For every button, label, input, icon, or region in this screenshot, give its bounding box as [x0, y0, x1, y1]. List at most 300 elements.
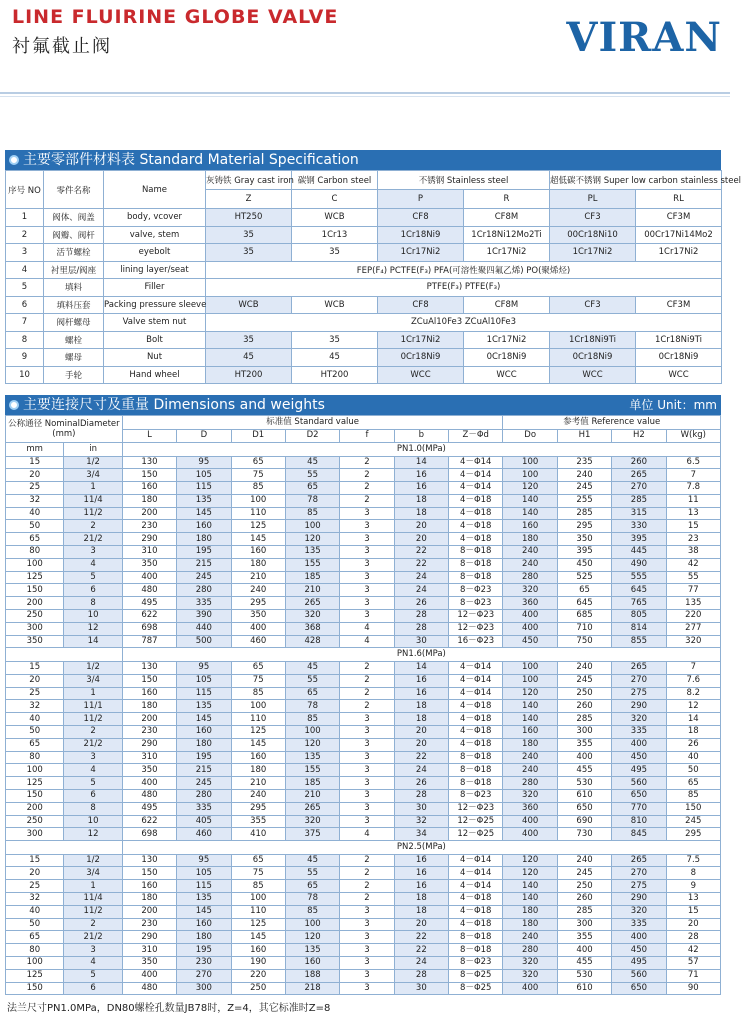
table-cell: 280	[503, 944, 557, 957]
table-cell: 180	[177, 738, 231, 751]
table-cell: 4－Φ14	[449, 880, 503, 893]
table-cell: 11/2	[64, 905, 122, 918]
table-cell: 4	[64, 558, 122, 571]
table-cell: 310	[122, 546, 176, 559]
table-cell: 11/4	[64, 494, 122, 507]
table-cell: 00Cr18Ni10	[550, 226, 636, 244]
table-row	[6, 982, 721, 995]
table-cell: 400	[557, 751, 611, 764]
table-row	[6, 905, 721, 918]
table-cell: 645	[612, 584, 666, 597]
table-cell: 390	[177, 610, 231, 623]
table-cell: 8.2	[666, 687, 720, 700]
table-cell: 645	[557, 597, 611, 610]
header-standard: 标准值 Standard value	[122, 416, 503, 430]
dims-section-header	[5, 395, 721, 415]
material-code: Z	[206, 190, 292, 209]
table-cell: 65	[231, 456, 285, 469]
table-cell: 30	[394, 802, 448, 815]
circle-icon	[9, 400, 19, 410]
table-cell: 100	[285, 520, 339, 533]
table-cell: 77	[666, 584, 720, 597]
table-cell: 4－Φ14	[449, 674, 503, 687]
table-row	[6, 584, 721, 597]
table-row	[6, 969, 721, 982]
header-no: 序号 NO	[6, 171, 44, 209]
table-cell: 4－Φ14	[449, 687, 503, 700]
table-cell: 3	[340, 789, 394, 802]
table-cell: 335	[612, 725, 666, 738]
table-cell: 11/2	[64, 507, 122, 520]
table-cell: 140	[503, 893, 557, 906]
table-cell: 12	[64, 828, 122, 841]
table-row	[6, 918, 721, 931]
table-cell: 120	[503, 482, 557, 495]
table-cell: 2	[340, 469, 394, 482]
dimensions-table	[5, 415, 721, 995]
table-cell: 180	[231, 764, 285, 777]
table-cell: 18	[394, 713, 448, 726]
table-cell: 300	[6, 622, 64, 635]
table-cell: Packing pressure sleeve	[104, 296, 206, 314]
table-cell: 215	[177, 764, 231, 777]
table-cell: 130	[122, 661, 176, 674]
table-cell: 16－Φ23	[449, 635, 503, 648]
table-cell: 320	[612, 713, 666, 726]
title-cn: 衬氟截止阀	[12, 36, 112, 57]
table-cell: 阀体、阀盖	[44, 209, 104, 227]
table-cell: 300	[557, 918, 611, 931]
table-cell: 50	[6, 520, 64, 533]
table-cell: CF3	[550, 209, 636, 227]
table-cell: 310	[122, 944, 176, 957]
table-cell: 16	[394, 687, 448, 700]
table-cell: 4	[340, 622, 394, 635]
table-cell: CF3	[550, 296, 636, 314]
table-cell: 3	[340, 546, 394, 559]
table-cell: 0Cr18Ni9	[636, 349, 722, 367]
table-cell: 14	[394, 661, 448, 674]
table-cell: 1Cr18Ni9Ti	[550, 331, 636, 349]
table-cell: 240	[503, 558, 557, 571]
table-cell: 1/2	[64, 661, 122, 674]
table-cell: 250	[557, 880, 611, 893]
table-cell: 230	[122, 725, 176, 738]
table-cell: 16	[394, 482, 448, 495]
table-cell: 32	[6, 700, 64, 713]
table-row	[6, 209, 722, 227]
table-row	[6, 789, 721, 802]
table-cell: 495	[122, 802, 176, 815]
table-cell: 55	[285, 674, 339, 687]
table-cell: 295	[231, 597, 285, 610]
title-en: LINE FLUIRINE GLOBE VALVE	[12, 6, 339, 28]
table-cell: 350	[231, 610, 285, 623]
table-cell: 320	[612, 905, 666, 918]
table-cell: 18	[394, 700, 448, 713]
table-cell: 188	[285, 969, 339, 982]
table-cell: PTFE(F₃) PTFE(F₃)	[206, 279, 722, 297]
table-cell: 80	[6, 546, 64, 559]
divider	[0, 92, 730, 94]
table-cell: 12－Φ25	[449, 828, 503, 841]
table-cell: 95	[177, 854, 231, 867]
table-cell: 8－Φ23	[449, 597, 503, 610]
table-cell: 240	[557, 469, 611, 482]
table-row	[6, 226, 722, 244]
table-row	[6, 725, 721, 738]
column-header: f	[340, 429, 394, 443]
table-cell: 245	[557, 674, 611, 687]
table-cell: 140	[503, 880, 557, 893]
table-cell: 2	[340, 661, 394, 674]
table-cell: 8	[64, 802, 122, 815]
table-cell: 120	[285, 931, 339, 944]
table-cell: 2	[340, 867, 394, 880]
table-cell: 2	[64, 520, 122, 533]
table-cell: 24	[394, 571, 448, 584]
table-cell: 300	[6, 828, 64, 841]
material-code: C	[292, 190, 378, 209]
table-cell: 350	[122, 558, 176, 571]
table-cell: 710	[557, 622, 611, 635]
table-cell: 115	[177, 687, 231, 700]
table-cell: 3	[340, 713, 394, 726]
table-cell: 8－Φ18	[449, 571, 503, 584]
table-cell: 265	[612, 661, 666, 674]
table-cell: 5	[64, 571, 122, 584]
table-cell: 400	[122, 777, 176, 790]
column-header: H1	[557, 429, 611, 443]
table-cell: 4－Φ18	[449, 918, 503, 931]
table-cell: 480	[122, 584, 176, 597]
table-cell: 810	[612, 815, 666, 828]
table-cell: 120	[503, 867, 557, 880]
table-cell: 3/4	[64, 469, 122, 482]
table-cell: WCC	[636, 366, 722, 384]
table-cell: 622	[122, 815, 176, 828]
table-cell: 290	[122, 738, 176, 751]
table-cell: CF8	[378, 296, 464, 314]
table-cell: 12－Φ25	[449, 815, 503, 828]
table-cell: 3	[340, 571, 394, 584]
table-cell: 4－Φ18	[449, 725, 503, 738]
table-row	[6, 482, 721, 495]
table-cell: 195	[177, 751, 231, 764]
table-cell: 805	[612, 610, 666, 623]
table-cell: 4	[340, 828, 394, 841]
table-cell: CF3M	[636, 296, 722, 314]
table-cell: 560	[612, 969, 666, 982]
material-code: P	[378, 190, 464, 209]
column-header: D	[177, 429, 231, 443]
table-cell: 4－Φ18	[449, 533, 503, 546]
table-cell: 450	[612, 751, 666, 764]
table-cell: 270	[612, 482, 666, 495]
table-cell: 100	[231, 494, 285, 507]
table-cell: 480	[122, 982, 176, 995]
table-cell: CF8M	[464, 209, 550, 227]
group-row	[6, 841, 721, 855]
table-cell: 230	[177, 956, 231, 969]
table-cell: 145	[177, 507, 231, 520]
table-row	[6, 533, 721, 546]
table-cell: 11/1	[64, 700, 122, 713]
table-cell: 10	[6, 366, 44, 384]
table-cell: 195	[177, 546, 231, 559]
table-cell: 25	[6, 880, 64, 893]
table-cell: 衬里层/阀座	[44, 261, 104, 279]
header-low-carbon: 超低碳不锈钢 Super low carbon stainless steel	[550, 171, 722, 190]
table-cell: 260	[612, 456, 666, 469]
table-cell: 265	[285, 802, 339, 815]
table-cell: 160	[177, 725, 231, 738]
table-cell: 7.8	[666, 482, 720, 495]
unit-header: mm	[6, 443, 64, 457]
table-cell: 495	[122, 597, 176, 610]
table-cell: 4－Φ14	[449, 854, 503, 867]
table-cell: 24	[394, 584, 448, 597]
table-cell: 240	[503, 751, 557, 764]
table-cell: 78	[285, 700, 339, 713]
table-cell: 6.5	[666, 456, 720, 469]
table-cell: 3	[340, 520, 394, 533]
table-cell: 22	[394, 751, 448, 764]
table-cell: 4	[340, 635, 394, 648]
table-cell: WCC	[550, 366, 636, 384]
table-cell: 650	[612, 789, 666, 802]
table-cell: 7	[6, 314, 44, 332]
table-cell: 260	[557, 893, 611, 906]
table-cell: 560	[612, 777, 666, 790]
table-cell: 160	[122, 880, 176, 893]
table-cell: 12	[64, 622, 122, 635]
circle-icon	[9, 155, 19, 165]
table-row	[6, 279, 722, 297]
header-gray-iron: 灰铸铁 Gray cast iron	[206, 171, 292, 190]
table-cell: 12－Φ23	[449, 610, 503, 623]
table-cell: 160	[231, 751, 285, 764]
table-cell: 135	[177, 700, 231, 713]
table-cell: 1/2	[64, 854, 122, 867]
table-cell: 35	[292, 244, 378, 262]
table-cell: 7.6	[666, 674, 720, 687]
table-cell: 85	[666, 789, 720, 802]
table-cell: 11/4	[64, 893, 122, 906]
table-cell: 6	[64, 789, 122, 802]
table-cell: 8	[64, 597, 122, 610]
table-cell: 18	[394, 905, 448, 918]
table-cell: lining layer/seat	[104, 261, 206, 279]
table-cell: 21/2	[64, 931, 122, 944]
table-cell: 34	[394, 828, 448, 841]
table-cell: 255	[557, 494, 611, 507]
table-cell: 160	[122, 687, 176, 700]
table-cell: 250	[6, 610, 64, 623]
table-cell: 1Cr13	[292, 226, 378, 244]
table-cell: 4－Φ18	[449, 738, 503, 751]
table-cell: 250	[6, 815, 64, 828]
table-cell: WCC	[378, 366, 464, 384]
table-cell: 3	[340, 751, 394, 764]
table-cell: 85	[285, 507, 339, 520]
table-cell: 180	[177, 533, 231, 546]
table-cell: 400	[503, 610, 557, 623]
table-cell: 210	[285, 584, 339, 597]
table-cell: Bolt	[104, 331, 206, 349]
table-cell: 350	[122, 764, 176, 777]
table-row	[6, 469, 721, 482]
table-cell: 57	[666, 956, 720, 969]
table-cell: 395	[557, 546, 611, 559]
table-cell: 530	[557, 969, 611, 982]
table-cell: 200	[122, 507, 176, 520]
table-cell: 2	[340, 674, 394, 687]
table-cell: 65	[6, 931, 64, 944]
table-cell: 685	[557, 610, 611, 623]
table-cell: 1	[64, 880, 122, 893]
table-cell: 40	[666, 751, 720, 764]
table-cell: 185	[285, 777, 339, 790]
column-header: Z－Φd	[449, 429, 503, 443]
table-cell: 2	[64, 918, 122, 931]
table-cell: 335	[612, 918, 666, 931]
table-cell: 320	[503, 969, 557, 982]
table-cell: 265	[612, 854, 666, 867]
table-cell: 400	[612, 931, 666, 944]
table-cell: 400	[557, 944, 611, 957]
table-row	[6, 661, 721, 674]
table-cell: 245	[177, 571, 231, 584]
table-cell: 180	[122, 700, 176, 713]
table-cell: 100	[503, 674, 557, 687]
table-cell: 100	[6, 558, 64, 571]
table-cell: 28	[394, 610, 448, 623]
table-cell: 1	[64, 687, 122, 700]
table-cell: 105	[177, 469, 231, 482]
table-cell: 18	[394, 507, 448, 520]
group-label: PN2.5(MPa)	[122, 841, 720, 855]
table-cell: 400	[231, 622, 285, 635]
table-cell: 135	[177, 893, 231, 906]
table-cell: 160	[231, 944, 285, 957]
table-cell: 16	[394, 674, 448, 687]
table-cell: 13	[666, 507, 720, 520]
table-cell: 21/2	[64, 533, 122, 546]
table-row	[6, 597, 721, 610]
table-cell: 14	[394, 456, 448, 469]
header-nominal: 公称通径 NominalDiameter (mm)	[6, 416, 123, 443]
table-cell: 150	[666, 802, 720, 815]
table-cell: 9	[666, 880, 720, 893]
table-cell: 4－Φ18	[449, 713, 503, 726]
table-cell: 65	[285, 687, 339, 700]
table-cell: 360	[503, 597, 557, 610]
table-cell: 650	[557, 802, 611, 815]
footnote: 法兰尺寸PN1.0MPa，DN80螺栓孔数量JB78时，Z=4，其它标准时Z=8	[7, 1003, 331, 1014]
table-cell: 22	[394, 558, 448, 571]
table-cell: 360	[503, 802, 557, 815]
table-cell: 45	[285, 456, 339, 469]
table-cell: 200	[122, 713, 176, 726]
table-cell: 4－Φ18	[449, 905, 503, 918]
table-cell: 195	[177, 944, 231, 957]
table-cell: 20	[6, 867, 64, 880]
table-cell: 1Cr18Ni12Mo2Ti	[464, 226, 550, 244]
table-cell: 6	[64, 982, 122, 995]
table-cell: HT250	[206, 209, 292, 227]
table-cell: 355	[231, 815, 285, 828]
table-cell: 28	[666, 931, 720, 944]
table-cell: 2	[340, 854, 394, 867]
table-cell: 1Cr17Ni2	[636, 244, 722, 262]
table-row	[6, 349, 722, 367]
table-cell: 78	[285, 893, 339, 906]
table-cell: 65	[285, 482, 339, 495]
table-cell: 110	[231, 905, 285, 918]
table-cell: 4－Φ18	[449, 494, 503, 507]
table-cell: 8－Φ25	[449, 982, 503, 995]
table-cell: Valve stem nut	[104, 314, 206, 332]
table-cell: 320	[285, 610, 339, 623]
table-cell: 100	[6, 764, 64, 777]
table-cell: 3	[340, 956, 394, 969]
table-row	[6, 494, 721, 507]
table-cell: 25	[6, 482, 64, 495]
table-cell: 1/2	[64, 456, 122, 469]
table-cell: 78	[285, 494, 339, 507]
table-cell: 15	[6, 854, 64, 867]
table-cell: 18	[394, 893, 448, 906]
table-cell: 85	[231, 687, 285, 700]
table-cell: 3	[340, 533, 394, 546]
table-cell: 35	[206, 226, 292, 244]
table-cell: 460	[231, 635, 285, 648]
table-cell: 280	[177, 789, 231, 802]
table-cell: 20	[394, 520, 448, 533]
table-cell: 100	[503, 661, 557, 674]
table-cell: 160	[503, 725, 557, 738]
table-cell: 180	[231, 558, 285, 571]
table-cell: 80	[6, 944, 64, 957]
table-cell: 185	[285, 571, 339, 584]
table-cell: 125	[231, 520, 285, 533]
table-cell: 110	[231, 507, 285, 520]
table-cell: 30	[394, 982, 448, 995]
table-cell: 26	[666, 738, 720, 751]
table-cell: 210	[231, 571, 285, 584]
table-cell: 55	[666, 571, 720, 584]
table-cell: 3	[340, 764, 394, 777]
table-cell: 32	[394, 815, 448, 828]
table-cell: 160	[503, 520, 557, 533]
table-row	[6, 944, 721, 957]
brand-logo: VIRAN	[566, 14, 722, 61]
table-cell: 290	[612, 700, 666, 713]
table-cell: 450	[557, 558, 611, 571]
table-cell: 24	[394, 956, 448, 969]
table-cell: 32	[6, 494, 64, 507]
table-cell: valve, stem	[104, 226, 206, 244]
table-cell: 65	[666, 777, 720, 790]
table-cell: 135	[666, 597, 720, 610]
table-cell: 270	[612, 867, 666, 880]
table-cell: 5	[64, 777, 122, 790]
table-cell: 100	[503, 469, 557, 482]
table-cell: 1	[64, 482, 122, 495]
table-cell: 1Cr17Ni2	[464, 331, 550, 349]
table-cell: 40	[6, 905, 64, 918]
